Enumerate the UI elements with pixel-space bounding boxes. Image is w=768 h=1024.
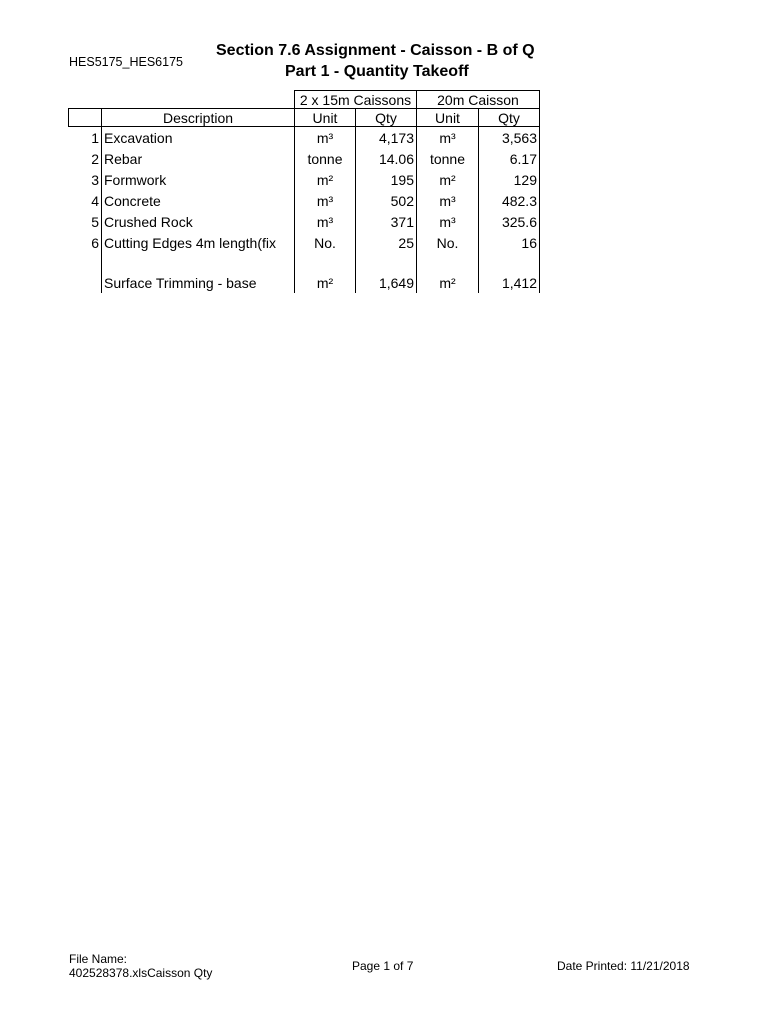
table-row bbox=[69, 190, 540, 211]
row-unit: tonne bbox=[295, 148, 356, 169]
footer-file-name bbox=[69, 952, 212, 980]
file-name-label: File Name: bbox=[69, 952, 128, 966]
row-unit: m³ bbox=[417, 127, 479, 149]
row-qty: 3,563 bbox=[479, 127, 540, 149]
table-row bbox=[69, 272, 540, 293]
number-header bbox=[69, 109, 102, 127]
row-number: 2 bbox=[91, 150, 99, 167]
description-header: Description bbox=[102, 109, 295, 127]
row-unit: m³ bbox=[295, 190, 356, 211]
table-row bbox=[69, 127, 540, 149]
row-unit: m³ bbox=[295, 211, 356, 232]
qty-header: Qty bbox=[356, 109, 417, 127]
table-row bbox=[69, 211, 540, 232]
row-qty: 14.06 bbox=[356, 148, 417, 169]
file-name-value: 402528378.xlsCaisson Qty bbox=[69, 966, 213, 980]
column-header-row bbox=[69, 109, 540, 127]
table-row bbox=[69, 169, 540, 190]
row-number: 5 bbox=[91, 213, 99, 230]
blank-cell bbox=[356, 253, 417, 272]
row-description: Excavation bbox=[102, 127, 295, 149]
quantity-takeoff-table bbox=[68, 90, 540, 293]
group-header-row bbox=[69, 91, 540, 109]
course-code: HES5175_HES6175 bbox=[69, 55, 183, 69]
row-description: Rebar bbox=[102, 148, 295, 169]
spacer-row bbox=[69, 253, 540, 272]
document-subtitle: Part 1 - Quantity Takeoff bbox=[285, 63, 469, 80]
row-qty: 371 bbox=[356, 211, 417, 232]
row-number: 1 bbox=[91, 129, 99, 146]
row-unit: m² bbox=[295, 169, 356, 190]
row-unit: tonne bbox=[417, 148, 479, 169]
row-description: Formwork bbox=[102, 169, 295, 190]
row-qty: 1,412 bbox=[479, 272, 540, 293]
row-qty: 502 bbox=[356, 190, 417, 211]
unit-header: Unit bbox=[417, 109, 479, 127]
group-header-20m: 20m Caisson bbox=[417, 91, 540, 109]
table-row bbox=[69, 148, 540, 169]
unit-header: Unit bbox=[295, 109, 356, 127]
row-unit: m² bbox=[295, 272, 356, 293]
row-description: Cutting Edges 4m length(fix bbox=[102, 232, 295, 253]
row-number: 3 bbox=[91, 171, 99, 188]
blank-cell bbox=[102, 253, 295, 272]
row-number: 6 bbox=[91, 234, 99, 251]
qty-header: Qty bbox=[479, 109, 540, 127]
row-qty: 482.3 bbox=[479, 190, 540, 211]
row-qty: 129 bbox=[479, 169, 540, 190]
blank-cell bbox=[69, 253, 102, 272]
table-row bbox=[69, 232, 540, 253]
row-unit: m³ bbox=[295, 127, 356, 149]
blank-cell bbox=[102, 91, 295, 109]
blank-cell bbox=[69, 91, 102, 109]
row-qty: 4,173 bbox=[356, 127, 417, 149]
blank-cell bbox=[479, 253, 540, 272]
row-unit: m³ bbox=[417, 211, 479, 232]
row-qty: 16 bbox=[479, 232, 540, 253]
page-number: Page 1 of 7 bbox=[352, 959, 414, 973]
group-header-15m: 2 x 15m Caissons bbox=[295, 91, 417, 109]
row-unit: m³ bbox=[417, 190, 479, 211]
document-title: Section 7.6 Assignment - Caisson - B of Q bbox=[216, 42, 535, 59]
date-printed: Date Printed: 11/21/2018 bbox=[557, 959, 690, 973]
row-qty: 6.17 bbox=[479, 148, 540, 169]
row-unit: m² bbox=[417, 169, 479, 190]
row-number: 4 bbox=[91, 192, 99, 209]
row-description: Crushed Rock bbox=[102, 211, 295, 232]
row-unit: No. bbox=[417, 232, 479, 253]
row-qty: 195 bbox=[356, 169, 417, 190]
row-unit: No. bbox=[295, 232, 356, 253]
blank-cell bbox=[295, 253, 356, 272]
row-description: Concrete bbox=[102, 190, 295, 211]
row-number bbox=[69, 272, 102, 293]
row-qty: 25 bbox=[356, 232, 417, 253]
row-qty: 325.6 bbox=[479, 211, 540, 232]
blank-cell bbox=[417, 253, 479, 272]
row-unit: m² bbox=[417, 272, 479, 293]
row-description: Surface Trimming - base bbox=[102, 272, 295, 293]
row-qty: 1,649 bbox=[356, 272, 417, 293]
